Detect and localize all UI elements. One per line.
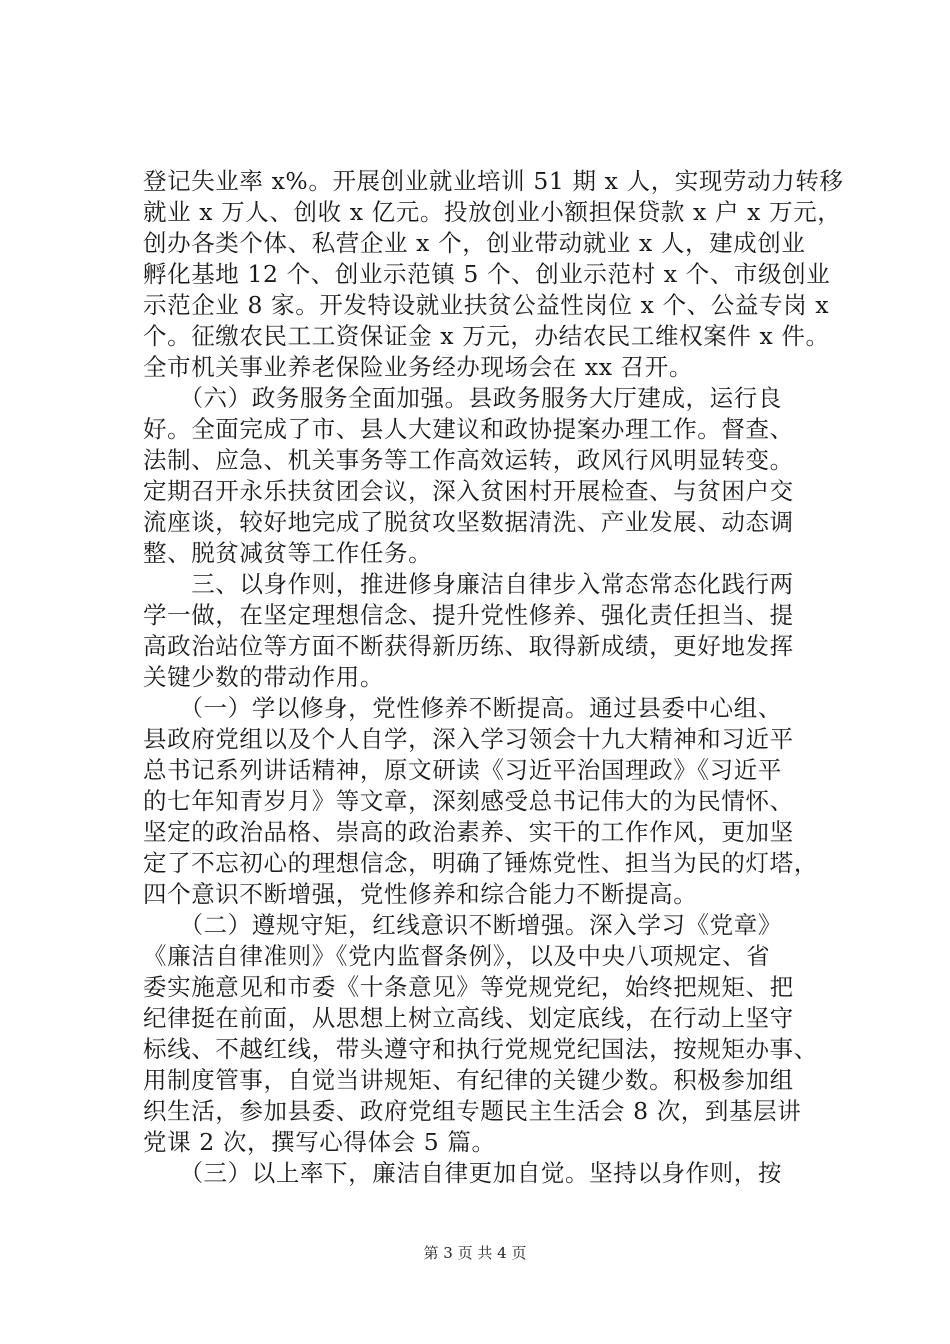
text-line: 县政府党组以及个人自学，深入学习领会十九大精神和习近平 [143, 725, 794, 753]
text-line: 《廉洁自律准则》《党内监督条例》，以及中央八项规定、省 [143, 942, 771, 970]
text-line: 纪律挺在前面，从思想上树立高线、划定底线，在行动上坚守 [143, 1004, 794, 1032]
text-line: （一）学以修身，党性修养不断提高。通过县委中心组、 [143, 694, 782, 722]
text-line: 三、以身作则，推进修身廉洁自律步入常态常态化践行两 [143, 570, 794, 598]
text-line: （六）政务服务全面加强。县政务服务大厅建成，运行良 [143, 384, 782, 412]
text-line: 用制度管事，自觉当讲规矩、有纪律的关键少数。积极参加组 [143, 1066, 794, 1094]
text-line: 定了不忘初心的理想信念，明确了锤炼党性、担当为民的灯塔， [143, 849, 818, 877]
text-line: 示范企业 8 家。开发特设就业扶贫公益性岗位 x 个、公益专岗 x [143, 291, 830, 319]
text-line: 创办各类个体、私营企业 x 个，创业带动就业 x 人，建成创业 [143, 229, 806, 257]
text-line: 高政治站位等方面不断获得新历练、取得新成绩，更好地发挥 [143, 632, 794, 660]
text-line: 标线、不越红线，带头遵守和执行党规党纪国法，按规矩办事、 [143, 1035, 818, 1063]
text-line: （三）以上率下，廉洁自律更加自觉。坚持以身作则，按 [143, 1159, 782, 1187]
text-line: 委实施意见和市委《十条意见》等党规党纪，始终把规矩、把 [143, 973, 794, 1001]
body-text [143, 166, 844, 1189]
text-line: （二）遵规守矩，红线意识不断增强。深入学习《党章》 [143, 911, 782, 939]
text-line: 流座谈，较好地完成了脱贫攻坚数据清洗、产业发展、动态调 [143, 508, 794, 536]
text-line: 关键少数的带动作用。 [143, 663, 384, 691]
page-footer: 第 3 页 共 4 页 [423, 1244, 527, 1262]
text-line: 孵化基地 12 个、创业示范镇 5 个、创业示范村 x 个、市级创业 [143, 260, 831, 288]
text-line: 四个意识不断增强，党性修养和综合能力不断提高。 [143, 880, 698, 908]
text-line: 的七年知青岁月》等文章，深刻感受总书记伟大的为民情怀、 [143, 787, 794, 815]
text-line: 学一做，在坚定理想信念、提升党性修养、强化责任担当、提 [143, 601, 794, 629]
text-line: 登记失业率 x%。开展创业就业培训 51 期 x 人，实现劳动力转移 [143, 167, 844, 195]
text-line: 坚定的政治品格、崇高的政治素养、实干的工作作风，更加坚 [143, 818, 794, 846]
text-line: 总书记系列讲话精神，原文研读《习近平治国理政》《习近平 [143, 756, 782, 784]
text-line: 整、脱贫减贫等工作任务。 [143, 539, 433, 567]
text-line: 就业 x 万人、创收 x 亿元。投放创业小额担保贷款 x 户 x 万元， [143, 198, 842, 226]
text-line: 党课 2 次，撰写心得体会 5 篇。 [143, 1128, 496, 1156]
text-line: 法制、应急、机关事务等工作高效运转，政风行风明显转变。 [143, 446, 794, 474]
text-line: 好。全面完成了市、县人大建议和政协提案办理工作。督查、 [143, 415, 794, 443]
text-line: 织生活，参加县委、政府党组专题民主生活会 8 次，到基层讲 [143, 1097, 802, 1125]
text-line: 个。征缴农民工工资保证金 x 万元，办结农民工维权案件 x 件。 [143, 322, 830, 350]
text-line: 定期召开永乐扶贫团会议，深入贫困村开展检查、与贫困户交 [143, 477, 794, 505]
text-line: 全市机关事业养老保险业务经办现场会在 xx 召开。 [143, 353, 693, 381]
